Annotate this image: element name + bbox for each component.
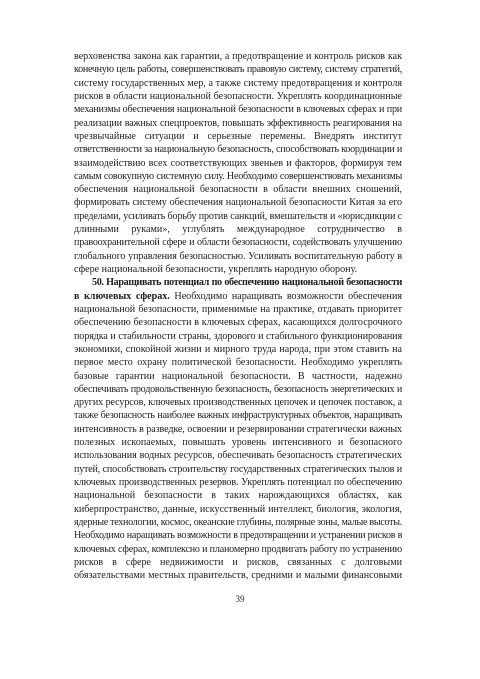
page-number: 39 <box>235 594 245 604</box>
line-text: Необходимо наращивать возможности в предотвращении и устранении рисков в <box>74 530 402 542</box>
text-line <box>74 303 402 316</box>
line-text: ядерные технологии, космос, океанские глубины, полярные зоны, малые высоты. <box>74 516 402 528</box>
text-line <box>74 463 402 476</box>
text-line <box>74 236 402 249</box>
section-heading: 50. Наращивать потенциал по обеспечению национальной безопасности <box>92 277 402 289</box>
line-text: Необходимо наращивать возможности обеспечения <box>169 290 402 302</box>
text-line <box>74 90 402 103</box>
body-text <box>74 50 402 583</box>
text-line <box>74 77 402 90</box>
line-text: пределами, усиливать борьбу против санкций, вмешательств и «юрисдикции с <box>74 210 402 222</box>
text-line <box>74 157 402 170</box>
line-text: базовые гарантии национальной безопасности. В частности, надежно <box>74 370 402 382</box>
line-text: верховенства закона как гарантии, а предотвращение и контроль рисков как <box>74 51 402 62</box>
text-line <box>74 556 402 569</box>
text-line <box>74 569 402 582</box>
line-text: использования водных ресурсов, обеспечивать безопасность стратегических <box>74 450 402 462</box>
line-text: национальной безопасности в таких нарождающихся областях, как <box>74 490 402 502</box>
line-text: рисков в сфере недвижимости и рисков, связанных с долговыми <box>74 556 402 568</box>
text-line <box>74 330 402 343</box>
text-line <box>74 143 402 156</box>
section-heading: в ключевых сферах. <box>74 290 170 302</box>
text-line <box>74 290 402 303</box>
line-text: взаимодействию всех соответствующих звеньев и факторов, формируя тем <box>74 157 402 169</box>
text-line <box>74 130 402 143</box>
line-text: чрезвычайные ситуации и серьезные перемены. Внедрять институт <box>74 130 402 142</box>
line-text: обеспечению безопасности в ключевых сферах, касающихся долгосрочного <box>74 317 402 329</box>
line-text: путей, способствовать строительству государственных стратегических тылов и <box>74 463 402 475</box>
text-line <box>74 543 402 556</box>
text-line <box>74 276 402 289</box>
text-line <box>74 423 402 436</box>
text-line <box>74 63 402 76</box>
line-text: конечную цель работы, совершенствовать правовую систему, систему стратегий, <box>74 64 402 76</box>
text-line <box>74 170 402 183</box>
line-text: первое место охрану политической безопасности. Необходимо укреплять <box>74 357 402 369</box>
text-line <box>74 529 402 542</box>
text-line <box>74 223 402 236</box>
text-line <box>74 516 402 529</box>
line-text: порядка и стабильности страны, здорового и стабильного функционирования <box>74 330 402 342</box>
line-text: обязательствами местных правительств, средними и малыми финансовыми <box>74 570 402 582</box>
text-line <box>74 263 402 276</box>
text-line <box>74 196 402 209</box>
line-text: сфере национальной безопасности, укреплять народную оборону. <box>74 264 358 275</box>
line-text: механизмы обеспечения национальной безопасности в ключевых сферах и при <box>74 104 402 116</box>
line-text: рисков в области национальной безопасности. Укреплять координационные <box>74 90 402 102</box>
line-text: полезных ископаемых, повышать уровень интенсивного и безопасного <box>74 437 402 449</box>
line-text: формировать систему обеспечения национальной безопасности Китая за его <box>74 197 402 209</box>
text-line <box>74 316 402 329</box>
line-text: самым совокупную системную силу. Необходимо совершенствовать механизмы <box>74 170 402 182</box>
text-line <box>74 383 402 396</box>
line-text: ключевых сферах, комплексно и планомерно продвигать работу по устранению <box>74 543 402 555</box>
text-line <box>74 117 402 130</box>
text-line <box>74 436 402 449</box>
line-text: других ресурсов, ключевых производственных цепочек и цепочек поставок, а <box>74 397 402 409</box>
text-line <box>74 409 402 422</box>
line-text: также безопасность наиболее важных инфраструктурных объектов, наращивать <box>74 410 402 422</box>
text-line <box>74 489 402 502</box>
line-text: длинными руками», углублять международное сотрудничество в <box>74 224 402 236</box>
line-text: систему государственных мер, а также систему предотвращения и контроля <box>74 77 402 89</box>
line-text: глобального управления безопасностью. Усиливать воспитательную работу в <box>74 250 402 262</box>
text-line <box>74 503 402 516</box>
text-line <box>74 396 402 409</box>
line-text: экономики, спокойной жизни и мирного труда народа, при этом ставить на <box>74 343 402 355</box>
text-line <box>74 250 402 263</box>
text-line <box>74 476 402 489</box>
line-text: правоохранительной сфере и области безопасности, содействовать улучшению <box>74 237 402 249</box>
text-line <box>74 103 402 116</box>
text-line <box>74 210 402 223</box>
line-text: обеспечивать продовольственную безопасность, безопасность энергетических и <box>74 383 402 395</box>
line-text: обеспечения национальной безопасности в области внешних сношений, <box>74 184 402 196</box>
line-text: ответственности за национальную безопасность, способствовать координации и <box>74 144 402 156</box>
text-line <box>74 183 402 196</box>
line-text: киберпространство, данные, искусственный интеллект, биология, экология, <box>74 503 402 515</box>
line-text: ключевых производственных резервов. Укреплять потенциал по обеспечению <box>74 477 402 488</box>
text-line <box>74 449 402 462</box>
text-line <box>74 343 402 356</box>
line-text: интенсивность в разведке, освоении и резервировании стратегически важных <box>74 423 402 435</box>
text-line <box>74 356 402 369</box>
text-line <box>74 370 402 383</box>
line-text: реализации важных спецпроектов, повышать эффективность реагирования на <box>74 117 402 129</box>
line-text: национальной безопасности, применимые на практике, отдавать приоритет <box>74 303 402 315</box>
text-line <box>74 50 402 63</box>
